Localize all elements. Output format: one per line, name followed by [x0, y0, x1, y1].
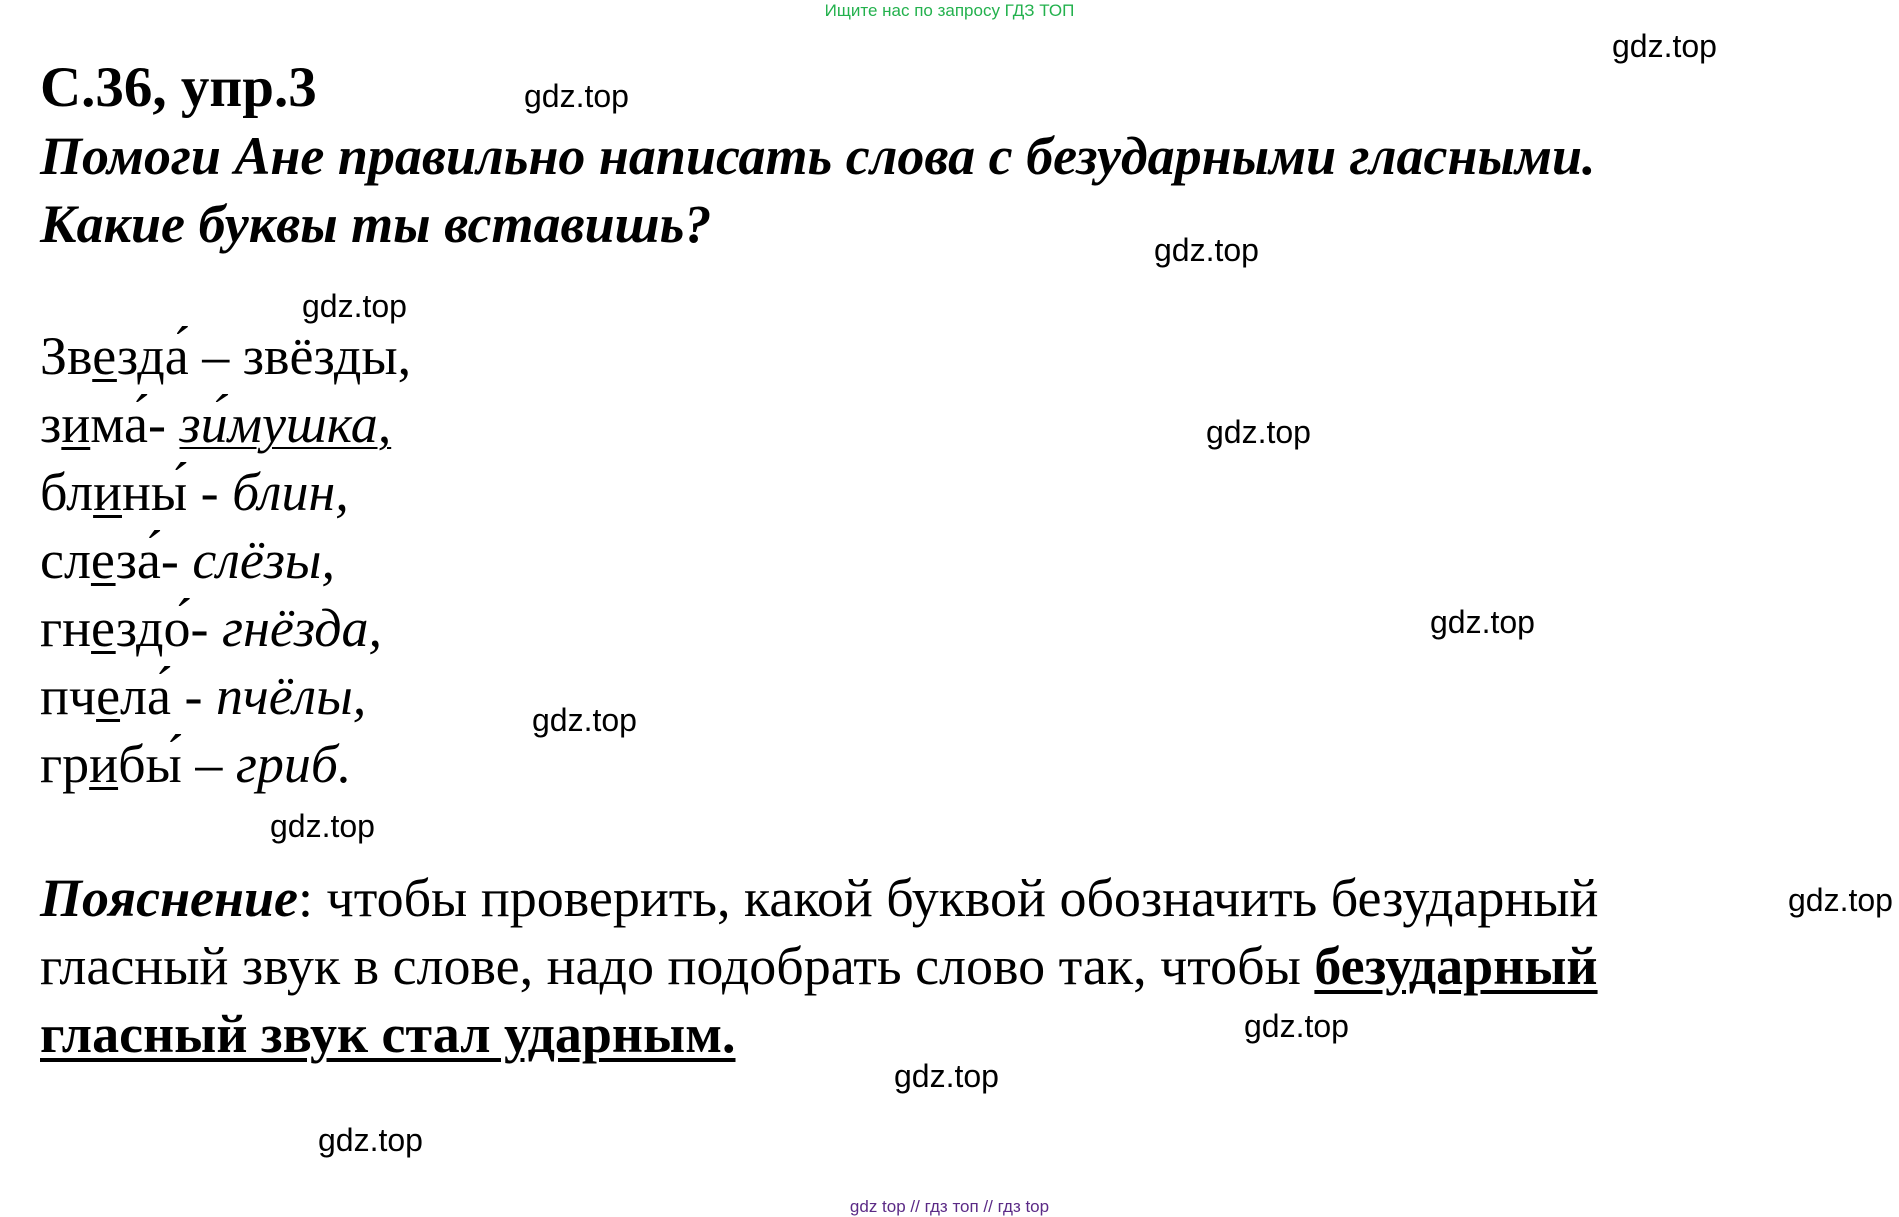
word-list — [40, 322, 411, 798]
unstressed-vowel: и — [93, 462, 122, 522]
explanation-text: чтобы проверить, какой буквой обозначить безударный гласный звук в слове, надо подобрать слово так, чтобы — [40, 868, 1599, 996]
page-heading: С.36, упр.3 — [40, 56, 317, 119]
check-word: блин, — [232, 462, 349, 522]
word-pair — [40, 390, 411, 458]
check-word: гриб. — [235, 734, 352, 794]
task-text — [40, 122, 1595, 258]
word-end: здо́ — [115, 598, 191, 658]
word-separator: - — [160, 530, 193, 590]
word-start: сл — [40, 530, 91, 590]
word-end: ла́ — [120, 666, 171, 726]
check-word: пчёлы, — [215, 666, 367, 726]
task-line-1: Помоги Ане правильно написать слова с безударными гласными. — [40, 126, 1596, 186]
explanation-paragraph — [40, 864, 1760, 1068]
check-word: зи́мушка, — [179, 394, 392, 454]
check-word: звёзды, — [242, 326, 412, 386]
watermark: gdz.top — [894, 1058, 999, 1094]
word-separator: - — [187, 462, 233, 522]
unstressed-vowel: е — [92, 326, 117, 386]
word-pair — [40, 662, 411, 730]
word-start: з — [40, 394, 62, 454]
unstressed-vowel: е — [90, 530, 116, 590]
word-separator: - — [170, 666, 216, 726]
check-word: гнёзда, — [222, 598, 383, 658]
word-end: ма́ — [90, 394, 149, 454]
unstressed-vowel: и — [89, 734, 119, 794]
word-pair — [40, 730, 411, 798]
check-word: слёзы, — [192, 530, 335, 590]
watermark: gdz.top — [1788, 882, 1893, 918]
word-pair — [40, 526, 411, 594]
watermark: gdz.top — [302, 288, 407, 324]
word-end: за́ — [115, 530, 161, 590]
bottom-banner: gdz top // гдз топ // гдз top — [849, 1197, 1050, 1216]
word-pair — [40, 458, 411, 526]
explanation-label: Пояснение — [40, 868, 299, 928]
watermark: gdz.top — [1154, 232, 1259, 268]
word-end: бы́ — [118, 734, 182, 794]
word-separator: - — [148, 394, 180, 454]
explanation-rule: безударный гласный звук стал ударным. — [40, 936, 1598, 1064]
watermark: gdz.top — [1612, 28, 1717, 64]
watermark: gdz.top — [318, 1122, 423, 1158]
explanation-colon: : — [298, 868, 314, 928]
word-separator: – — [188, 326, 243, 386]
word-start: гр — [40, 734, 90, 794]
unstressed-vowel: и — [61, 394, 91, 454]
watermark: gdz.top — [1244, 1008, 1349, 1044]
watermark: gdz.top — [1430, 604, 1535, 640]
word-start: бл — [40, 462, 94, 522]
word-pair — [40, 322, 411, 390]
word-end: зда́ — [116, 326, 189, 386]
top-banner: Ищите нас по запросу ГДЗ ТОП — [824, 1, 1075, 20]
task-line-2: Какие буквы ты вставишь? — [40, 194, 712, 254]
word-separator: - — [190, 598, 223, 658]
watermark: gdz.top — [1206, 414, 1311, 450]
watermark: gdz.top — [524, 78, 629, 114]
word-separator: – — [181, 734, 236, 794]
word-start: Зв — [40, 326, 93, 386]
watermark: gdz.top — [270, 808, 375, 844]
word-pair — [40, 594, 411, 662]
watermark: gdz.top — [532, 702, 637, 738]
word-start: гн — [40, 598, 92, 658]
word-end: ны́ — [121, 462, 188, 522]
word-start: пч — [40, 666, 97, 726]
unstressed-vowel: е — [96, 666, 121, 726]
unstressed-vowel: е — [91, 598, 116, 658]
